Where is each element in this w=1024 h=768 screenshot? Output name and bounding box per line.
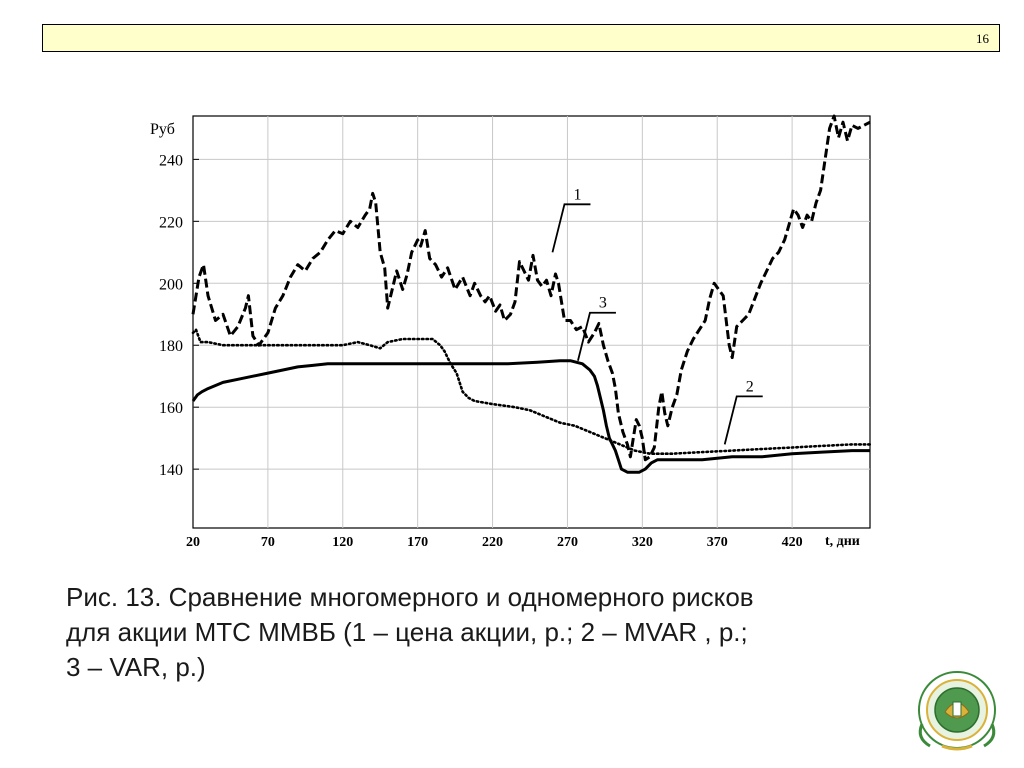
y-tick-label: 160 — [159, 400, 183, 418]
callout-group — [552, 186, 762, 444]
series-line-2 — [193, 330, 870, 454]
callout-label-1: 1 — [573, 186, 582, 204]
caption-line-1: Рис. 13. Сравнение многомерного и одномерного рисков — [66, 582, 754, 612]
callout-leader-1 — [552, 204, 590, 252]
caption-line-3: 3 – VAR, р.) — [66, 652, 206, 682]
callout-leader-3 — [578, 313, 616, 361]
x-axis-label: t, дни — [825, 534, 860, 549]
university-emblem-icon — [912, 668, 1002, 752]
callout-leader-2 — [725, 396, 763, 444]
x-tick-label: 420 — [781, 535, 803, 550]
y-tick-label: 240 — [159, 152, 183, 170]
y-tick-label: 200 — [159, 276, 183, 294]
y-axis-label: Руб — [150, 121, 175, 138]
y-tick-label: 220 — [159, 214, 183, 232]
plot-frame — [193, 116, 870, 528]
x-tick-label: 120 — [332, 535, 354, 550]
x-tick-label: 70 — [260, 535, 275, 550]
series-group — [193, 116, 870, 472]
grid — [193, 116, 870, 528]
callout-label-3: 3 — [598, 294, 607, 312]
page-number: 16 — [976, 31, 989, 46]
x-tick-label: 270 — [556, 535, 578, 550]
x-tick-label: 20 — [186, 535, 200, 550]
caption-line-2: для акции МТС ММВБ (1 – цена акции, р.; 2 – MVAR , р.; — [66, 617, 748, 647]
x-tick-label: 220 — [482, 535, 504, 550]
figure-caption — [66, 580, 936, 685]
x-tick-label: 370 — [706, 535, 728, 550]
y-tick-label: 180 — [159, 338, 183, 356]
callout-label-2: 2 — [745, 378, 754, 396]
tick-labels — [159, 152, 803, 550]
series-line-1 — [193, 116, 870, 460]
x-tick-label: 320 — [631, 535, 653, 550]
y-tick-label: 140 — [159, 462, 183, 480]
series-line-3 — [193, 361, 870, 473]
x-tick-label: 170 — [407, 535, 429, 550]
